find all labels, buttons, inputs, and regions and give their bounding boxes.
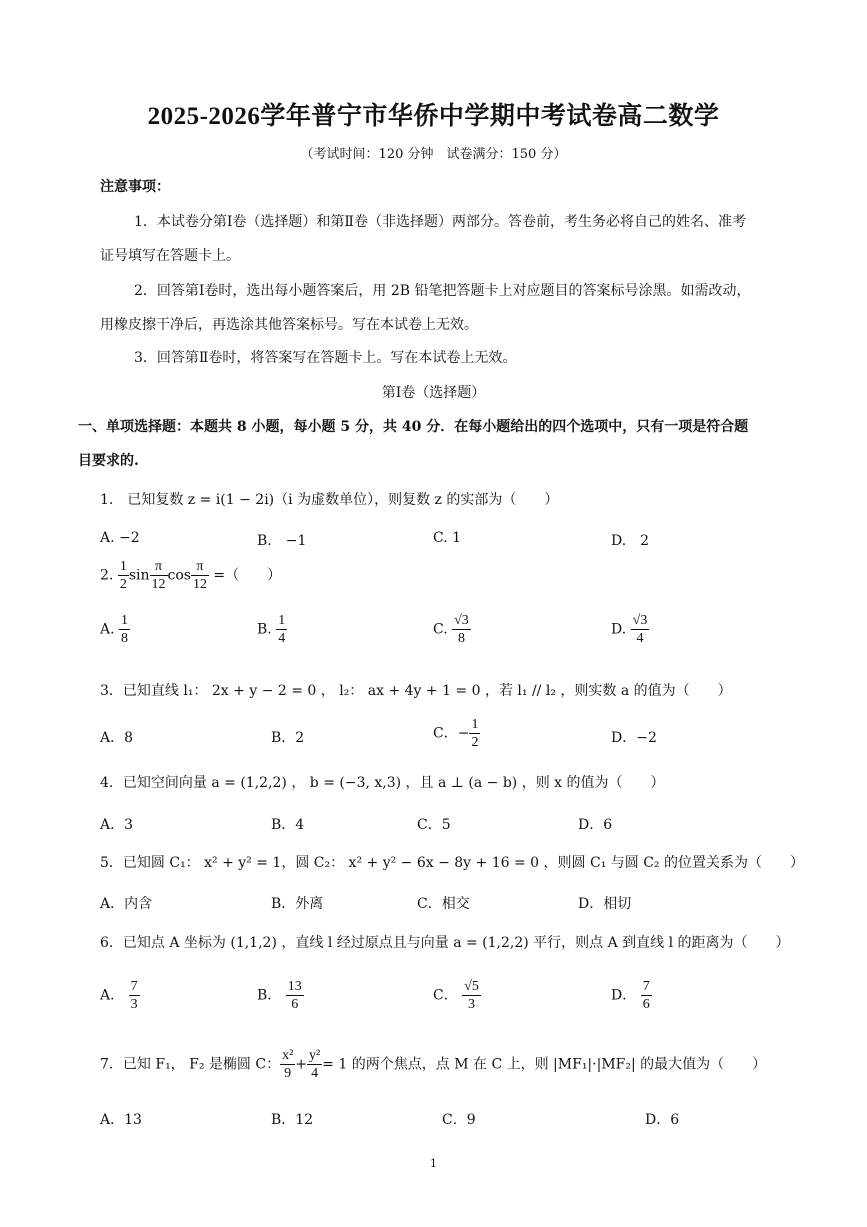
q2-fraction-half: $\frac{1}{2}$ bbox=[119, 559, 127, 592]
question-3-stem: 3．已知直线 l₁： 2x + y − 2 = 0 ， l₂： ax + 4y + 1 = 0 ，若 l₁ // l₂ ，则实数 a 的值为（ ） bbox=[100, 683, 732, 699]
page-number: 1 bbox=[430, 1157, 437, 1170]
question-1-stem: 1. 已知复数 z = i(1 − 2i)（i 为虚数单位），则复数 z 的实部为（ ） bbox=[100, 492, 559, 508]
q1-option-d: D. 2 bbox=[611, 533, 650, 549]
q2-option-a: A. $\frac{1}{8}$ bbox=[100, 613, 129, 646]
exam-title: 2025-2026学年普宁市华侨中学期中考试卷高二数学 bbox=[147, 103, 720, 130]
q3-option-a: A．8 bbox=[100, 730, 134, 746]
q6-option-a: A． $\frac{7}{3}$ bbox=[100, 979, 138, 1012]
question-7-stem: 7．已知 F₁， F₂ 是椭圆 C： $\frac{\text{x²}}{9}$ + $\frac{\text{y²}}{4}$ = 1 的两个焦点，点 M 在 C 上，则 |MF₁|·|MF₂| 的最大值为（ ） bbox=[100, 1048, 767, 1081]
q7-fraction-y2-4: $\frac{\text{y²}}{4}$ bbox=[309, 1048, 321, 1081]
question-4-stem: 4．已知空间向量 a = (1,2,2) ， b = (−3, x,3) ，且 a ⊥ (a − b) ，则 x 的值为（ ） bbox=[100, 775, 665, 791]
q2-fraction-pi12-b: $\frac{\pi}{12}$ bbox=[192, 559, 207, 592]
q2-number: 2. bbox=[100, 567, 114, 584]
notice-item2-line1: 2．回答第Ⅰ卷时，选出每小题答案后，用 2B 铅笔把答题卡上对应题目的答案标号涂黑。如需改动， bbox=[134, 283, 751, 299]
q5-option-a: A．内含 bbox=[100, 896, 153, 912]
part1-instructions-line2: 目要求的. bbox=[78, 453, 139, 469]
q4-option-d: D．6 bbox=[578, 817, 613, 833]
exam-subtitle: （考试时间：120 分钟 试卷满分：150 分） bbox=[300, 147, 567, 162]
notice-item3: 3．回答第Ⅱ卷时，将答案写在答题卡上。写在本试卷上无效。 bbox=[134, 350, 517, 366]
notice-item2-line2: 用橡皮擦干净后，再选涂其他答案标号。写在本试卷上无效。 bbox=[100, 317, 478, 333]
q2-option-b: B. $\frac{1}{4}$ bbox=[257, 613, 286, 646]
q5-option-d: D．相切 bbox=[578, 896, 632, 912]
q6-option-d: D． $\frac{7}{6}$ bbox=[611, 979, 650, 1012]
q2-cos: cos bbox=[167, 567, 191, 584]
q4-option-a: A．3 bbox=[100, 817, 134, 833]
notice-heading: 注意事项： bbox=[100, 179, 170, 195]
q1-option-c: C. 1 bbox=[433, 530, 462, 546]
q6-option-c: C． $\frac{√5}{3}$ bbox=[433, 979, 479, 1012]
q7-option-a: A．13 bbox=[100, 1112, 142, 1128]
q7-option-d: D．6 bbox=[645, 1112, 680, 1128]
q2-option-d: D. $\frac{√3}{4}$ bbox=[611, 613, 648, 646]
q3-option-c: C．− $\frac{1}{2}$ bbox=[433, 717, 479, 750]
question-5-stem: 5．已知圆 C₁： x² + y² = 1，圆 C₂： x² + y² − 6x − 8y + 16 = 0 ，则圆 C₁ 与圆 C₂ 的位置关系为（ ） bbox=[100, 855, 804, 871]
q5-option-c: C．相交 bbox=[417, 896, 470, 912]
question-2-stem bbox=[100, 558, 281, 593]
notice-item1-line2: 证号填写在答题卡上。 bbox=[100, 248, 240, 264]
q1-option-a: A. −2 bbox=[100, 530, 140, 546]
q2-fraction-pi12-a: $\frac{\pi}{12}$ bbox=[151, 559, 166, 592]
q5-option-b: B．外离 bbox=[271, 896, 324, 912]
q2-suffix: =（ ） bbox=[213, 567, 282, 584]
q6-option-b: B． $\frac{13}{6}$ bbox=[257, 979, 302, 1012]
section-label: 第Ⅰ卷（选择题） bbox=[381, 385, 486, 401]
part1-instructions-line1: 一、单项选择题：本题共 8 小题，每小题 5 分，共 40 分．在每小题给出的四个选项中，只有一项是符合题 bbox=[78, 419, 749, 435]
q7-option-c: C．9 bbox=[442, 1112, 476, 1128]
q3-option-d: D．−2 bbox=[611, 730, 657, 746]
q4-option-c: C．5 bbox=[417, 817, 451, 833]
notice-item1-line1: 1．本试卷分第Ⅰ卷（选择题）和第Ⅱ卷（非选择题）两部分。答卷前，考生务必将自己的姓名、准考 bbox=[134, 214, 746, 230]
q7-fraction-x2-9: $\frac{\text{x²}}{9}$ bbox=[282, 1048, 294, 1081]
q2-option-c: C. $\frac{√3}{8}$ bbox=[433, 613, 469, 646]
question-6-stem: 6．已知点 A 坐标为 (1,1,2) ，直线 l 经过原点且与向量 a = (1,2,2) 平行，则点 A 到直线 l 的距离为（ ） bbox=[100, 935, 790, 951]
q2-sin: sin bbox=[128, 567, 150, 584]
q4-option-b: B．4 bbox=[271, 817, 305, 833]
q3-option-b: B．2 bbox=[271, 730, 305, 746]
q7-option-b: B．12 bbox=[271, 1112, 314, 1128]
q1-option-b: B. −1 bbox=[257, 533, 307, 549]
